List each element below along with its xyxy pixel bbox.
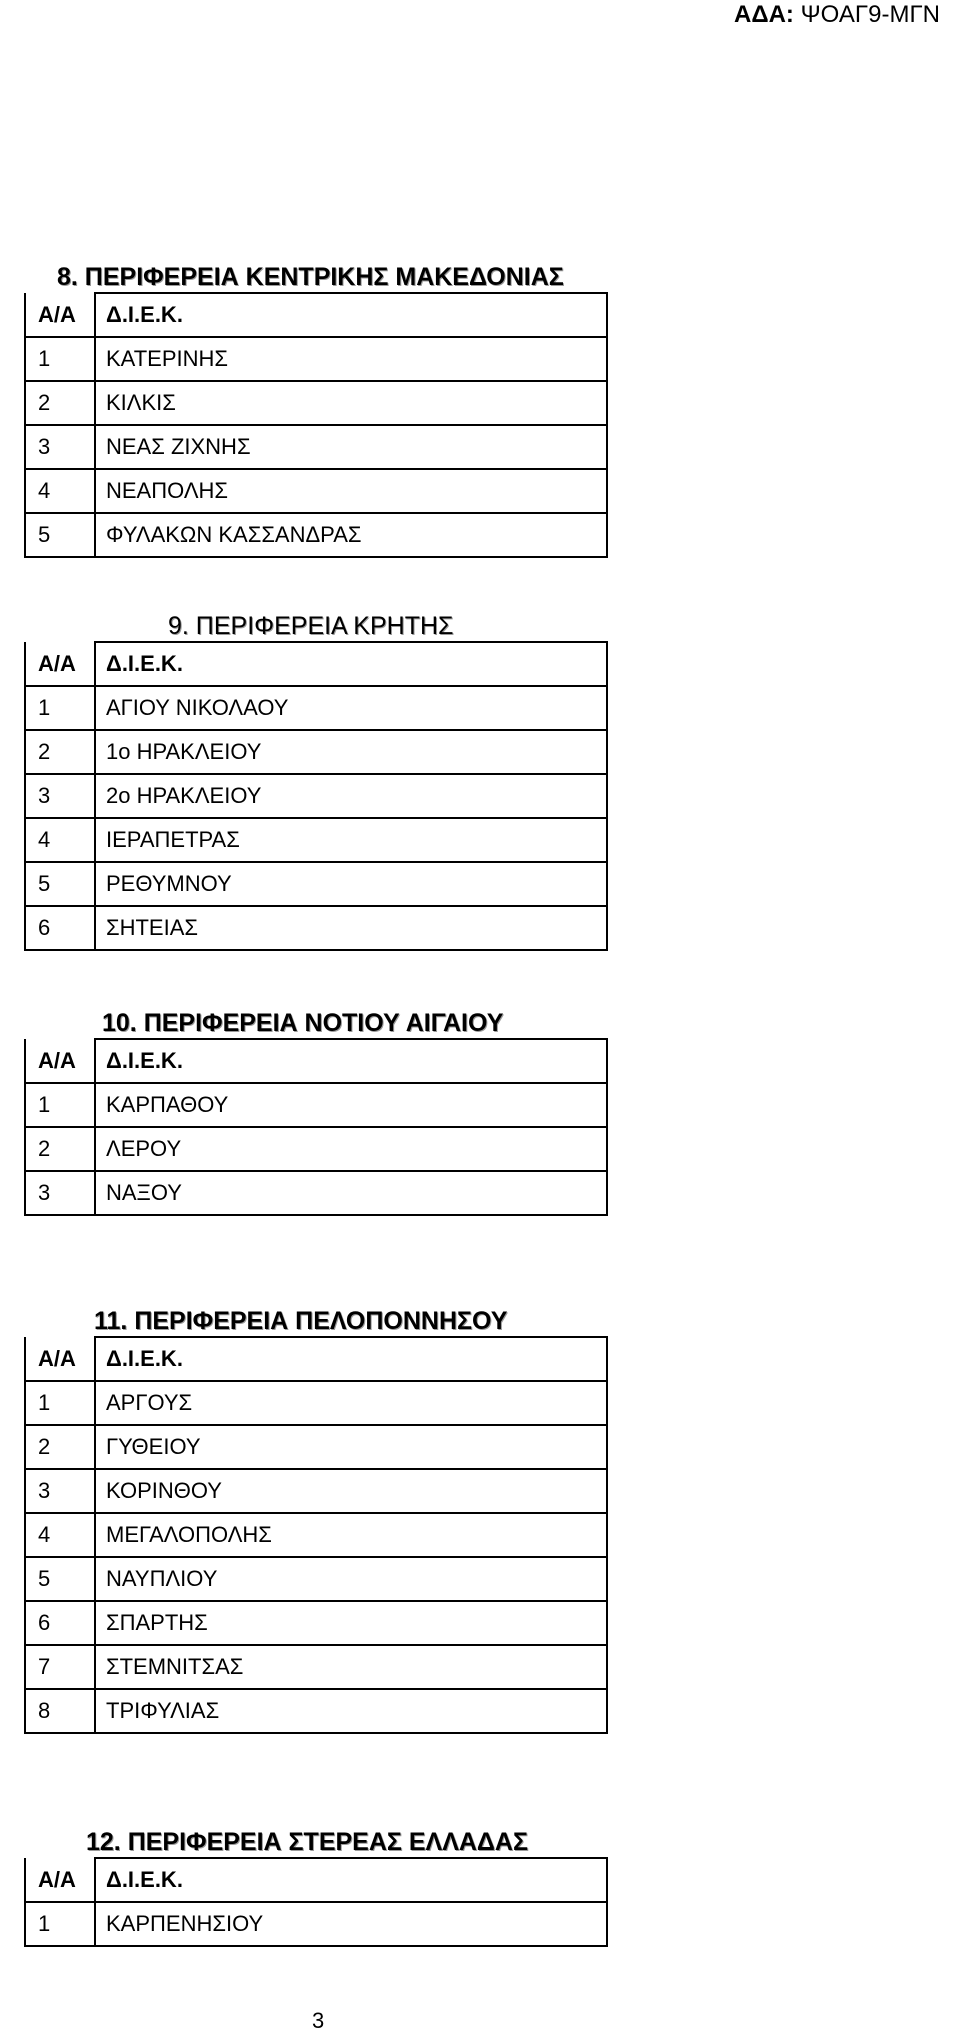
row-name: ΚΙΛΚΙΣ xyxy=(95,381,607,425)
row-name: ΣΠΑΡΤΗΣ xyxy=(95,1601,607,1645)
row-name: ΝΕΑΠΟΛΗΣ xyxy=(95,469,607,513)
table-row xyxy=(25,337,607,381)
row-number: 4 xyxy=(25,469,95,513)
row-name: ΡΕΘΥΜΝΟΥ xyxy=(95,862,607,906)
section-title: 11. ΠΕΡΙΦΕΡΕΙΑ ΠΕΛΟΠΟΝΝΗΣΟΥ xyxy=(94,1307,508,1335)
row-number: 1 xyxy=(25,1902,95,1946)
section-notiou-aigaiou xyxy=(24,1008,608,1216)
table-row xyxy=(25,1469,607,1513)
row-name: ΣΗΤΕΙΑΣ xyxy=(95,906,607,950)
row-number: 2 xyxy=(25,381,95,425)
row-number: 8 xyxy=(25,1689,95,1733)
diek-table xyxy=(24,641,608,951)
index-column-header: Α/Α xyxy=(25,1039,95,1083)
table-row xyxy=(25,1425,607,1469)
table-row xyxy=(25,686,607,730)
row-number: 5 xyxy=(25,862,95,906)
row-name: ΑΓΙΟΥ ΝΙΚΟΛΑΟΥ xyxy=(95,686,607,730)
ada-label: ΑΔΑ: xyxy=(734,1,794,28)
table-row xyxy=(25,1902,607,1946)
row-number: 2 xyxy=(25,1425,95,1469)
table-row xyxy=(25,513,607,557)
row-name: ΛΕΡΟΥ xyxy=(95,1127,607,1171)
row-name: ΙΕΡΑΠΕΤΡΑΣ xyxy=(95,818,607,862)
row-number: 1 xyxy=(25,337,95,381)
row-name: ΚΑΤΕΡΙΝΗΣ xyxy=(95,337,607,381)
section-title: 8. ΠΕΡΙΦΕΡΕΙΑ ΚΕΝΤΡΙΚΗΣ ΜΑΚΕΔΟΝΙΑΣ xyxy=(57,263,564,291)
table-row xyxy=(25,469,607,513)
row-name: ΝΕΑΣ ΖΙΧΝΗΣ xyxy=(95,425,607,469)
table-row xyxy=(25,774,607,818)
row-number: 3 xyxy=(25,774,95,818)
row-name: ΓΥΘΕΙΟΥ xyxy=(95,1425,607,1469)
row-name: ΚΑΡΠΕΝΗΣΙΟΥ xyxy=(95,1902,607,1946)
row-name: ΑΡΓΟΥΣ xyxy=(95,1381,607,1425)
row-name: ΤΡΙΦΥΛΙΑΣ xyxy=(95,1689,607,1733)
diek-table xyxy=(24,292,608,558)
table-row xyxy=(25,818,607,862)
row-name: 1ο ΗΡΑΚΛΕΙΟΥ xyxy=(95,730,607,774)
row-number: 3 xyxy=(25,1171,95,1215)
section-title: 9. ΠΕΡΙΦΕΡΕΙΑ ΚΡΗΤΗΣ xyxy=(168,612,454,640)
table-row xyxy=(25,381,607,425)
table-row xyxy=(25,425,607,469)
table-header-row xyxy=(25,1337,607,1381)
table-row xyxy=(25,730,607,774)
row-number: 3 xyxy=(25,425,95,469)
table-row xyxy=(25,1083,607,1127)
table-row xyxy=(25,1557,607,1601)
row-name: ΣΤΕΜΝΙΤΣΑΣ xyxy=(95,1645,607,1689)
section-kritis xyxy=(24,611,608,951)
section-stereas-elladas xyxy=(24,1827,608,1947)
row-name: 2ο ΗΡΑΚΛΕΙΟΥ xyxy=(95,774,607,818)
row-number: 3 xyxy=(25,1469,95,1513)
diek-column-header: Δ.Ι.Ε.Κ. xyxy=(95,293,607,337)
row-number: 6 xyxy=(25,906,95,950)
row-number: 2 xyxy=(25,730,95,774)
table-row xyxy=(25,1601,607,1645)
diek-column-header: Δ.Ι.Ε.Κ. xyxy=(95,642,607,686)
index-column-header: Α/Α xyxy=(25,1858,95,1902)
table-row xyxy=(25,862,607,906)
row-number: 5 xyxy=(25,513,95,557)
row-number: 7 xyxy=(25,1645,95,1689)
diek-table xyxy=(24,1038,608,1216)
row-name: ΝΑΥΠΛΙΟΥ xyxy=(95,1557,607,1601)
page-number: 3 xyxy=(312,2008,325,2033)
row-number: 4 xyxy=(25,818,95,862)
diek-column-header: Δ.Ι.Ε.Κ. xyxy=(95,1337,607,1381)
row-number: 1 xyxy=(25,1083,95,1127)
table-row xyxy=(25,1127,607,1171)
section-kentrikis-makedonias xyxy=(24,262,608,558)
row-name: ΦΥΛΑΚΩΝ ΚΑΣΣΑΝΔΡΑΣ xyxy=(95,513,607,557)
ada-code: ΨΟΑΓ9-ΜΓΝ xyxy=(800,1,940,28)
row-name: ΜΕΓΑΛΟΠΟΛΗΣ xyxy=(95,1513,607,1557)
index-column-header: Α/Α xyxy=(25,1337,95,1381)
table-row xyxy=(25,1171,607,1215)
table-row xyxy=(25,1513,607,1557)
table-row xyxy=(25,1689,607,1733)
diek-table xyxy=(24,1336,608,1734)
ada-header xyxy=(734,0,940,30)
table-row xyxy=(25,906,607,950)
row-name: ΚΑΡΠΑΘΟΥ xyxy=(95,1083,607,1127)
row-number: 6 xyxy=(25,1601,95,1645)
index-column-header: Α/Α xyxy=(25,642,95,686)
diek-column-header: Δ.Ι.Ε.Κ. xyxy=(95,1039,607,1083)
row-number: 5 xyxy=(25,1557,95,1601)
diek-table xyxy=(24,1857,608,1947)
table-row xyxy=(25,1381,607,1425)
row-number: 2 xyxy=(25,1127,95,1171)
section-title: 12. ΠΕΡΙΦΕΡΕΙΑ ΣΤΕΡΕΑΣ ΕΛΛΑΔΑΣ xyxy=(86,1828,528,1856)
section-title: 10. ΠΕΡΙΦΕΡΕΙΑ ΝΟΤΙΟΥ ΑΙΓΑΙΟΥ xyxy=(102,1009,504,1037)
row-number: 1 xyxy=(25,686,95,730)
row-name: ΝΑΞΟΥ xyxy=(95,1171,607,1215)
table-header-row xyxy=(25,642,607,686)
index-column-header: Α/Α xyxy=(25,293,95,337)
table-row xyxy=(25,1645,607,1689)
table-header-row xyxy=(25,1858,607,1902)
section-peloponnisou xyxy=(24,1306,608,1734)
row-name: ΚΟΡΙΝΘΟΥ xyxy=(95,1469,607,1513)
diek-column-header: Δ.Ι.Ε.Κ. xyxy=(95,1858,607,1902)
table-header-row xyxy=(25,1039,607,1083)
row-number: 1 xyxy=(25,1381,95,1425)
row-number: 4 xyxy=(25,1513,95,1557)
table-header-row xyxy=(25,293,607,337)
